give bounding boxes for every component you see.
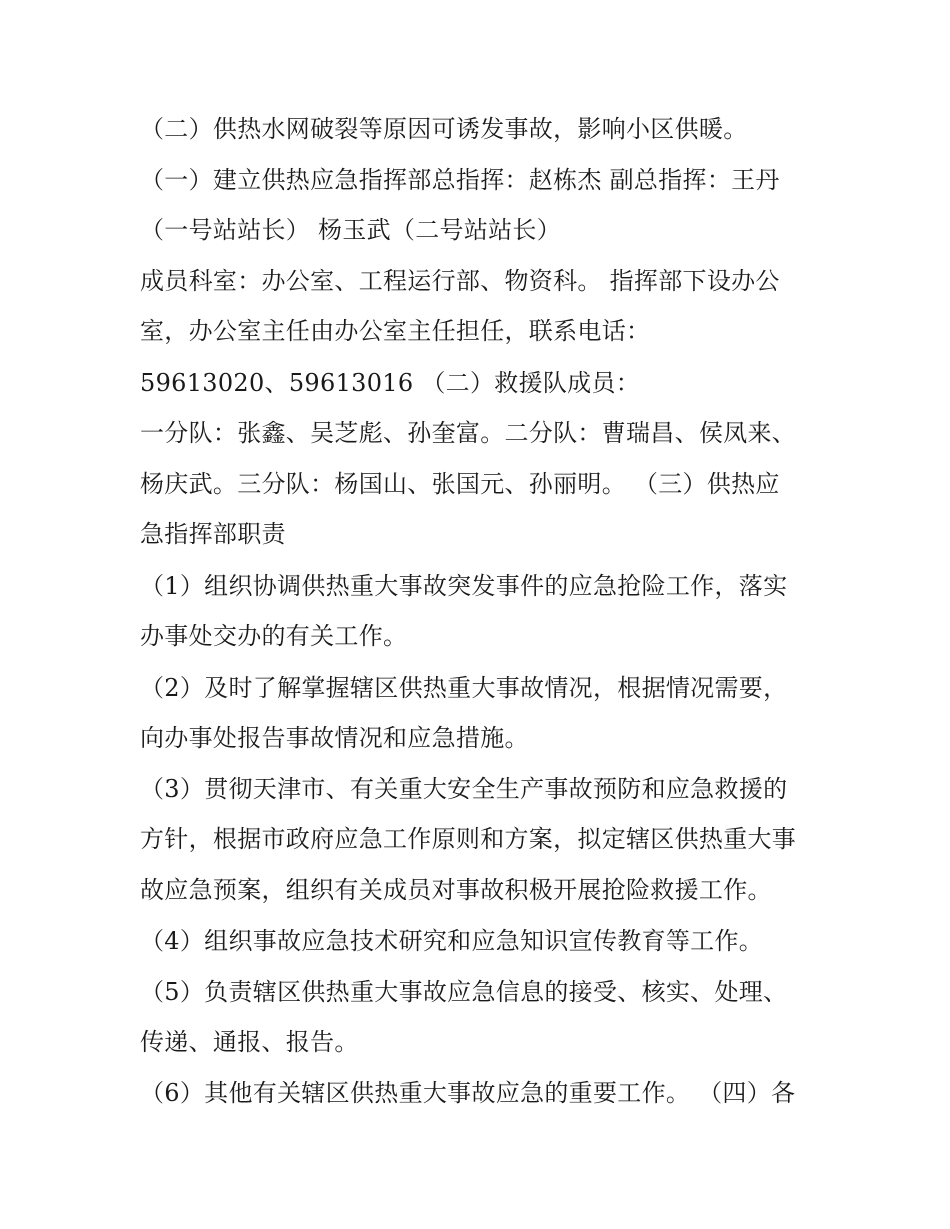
text-line: 方针，根据市政府应急工作原则和方案，拟定辖区供热重大事	[140, 825, 797, 853]
text-line: 杨庆武。三分队：杨国山、张国元、孙丽明。 （三）供热应	[140, 470, 780, 498]
text-line: 传递、通报、报告。	[140, 1028, 359, 1056]
text-line: （4）组织事故应急技术研究和应急知识宣传教育等工作。	[140, 927, 764, 955]
text-line: （2）及时了解掌握辖区供热重大事故情况，根据情况需要，	[140, 674, 788, 702]
text-line: （6）其他有关辖区供热重大事故应急的重要工作。 （四）各	[140, 1079, 796, 1107]
text-line: （二）供热水网破裂等原因可诱发事故，影响小区供暖。	[140, 115, 748, 143]
text-line: 向办事处报告事故情况和应急措施。	[140, 724, 529, 752]
text-line: （一）建立供热应急指挥部总指挥：赵栋杰 副总指挥：王丹	[140, 166, 780, 194]
text-line: 室，办公室主任由办公室主任担任，联系电话：	[140, 317, 651, 345]
text-line: （一号站站长） 杨玉武（二号站站长）	[140, 216, 562, 244]
text-line: 故应急预案，组织有关成员对事故积极开展抢险救援工作。	[140, 876, 772, 904]
text-line: 急指挥部职责	[140, 520, 286, 548]
text-line: （3）贯彻天津市、有关重大安全生产事故预防和应急救援的	[140, 775, 788, 803]
text-line: 成员科室：办公室、工程运行部、物资科。 指挥部下设办公	[140, 267, 780, 295]
text-line: 一分队：张鑫、吴芝彪、孙奎富。二分队：曹瑞昌、侯凤来、	[140, 419, 797, 447]
text-line: 59613020、59613016 （二）救援队成员：	[140, 369, 641, 397]
text-line: 办事处交办的有关工作。	[140, 622, 408, 650]
text-line: （1）组织协调供热重大事故突发事件的应急抢险工作，落实	[140, 572, 788, 600]
text-line: （5）负责辖区供热重大事故应急信息的接受、核实、处理、	[140, 978, 788, 1006]
